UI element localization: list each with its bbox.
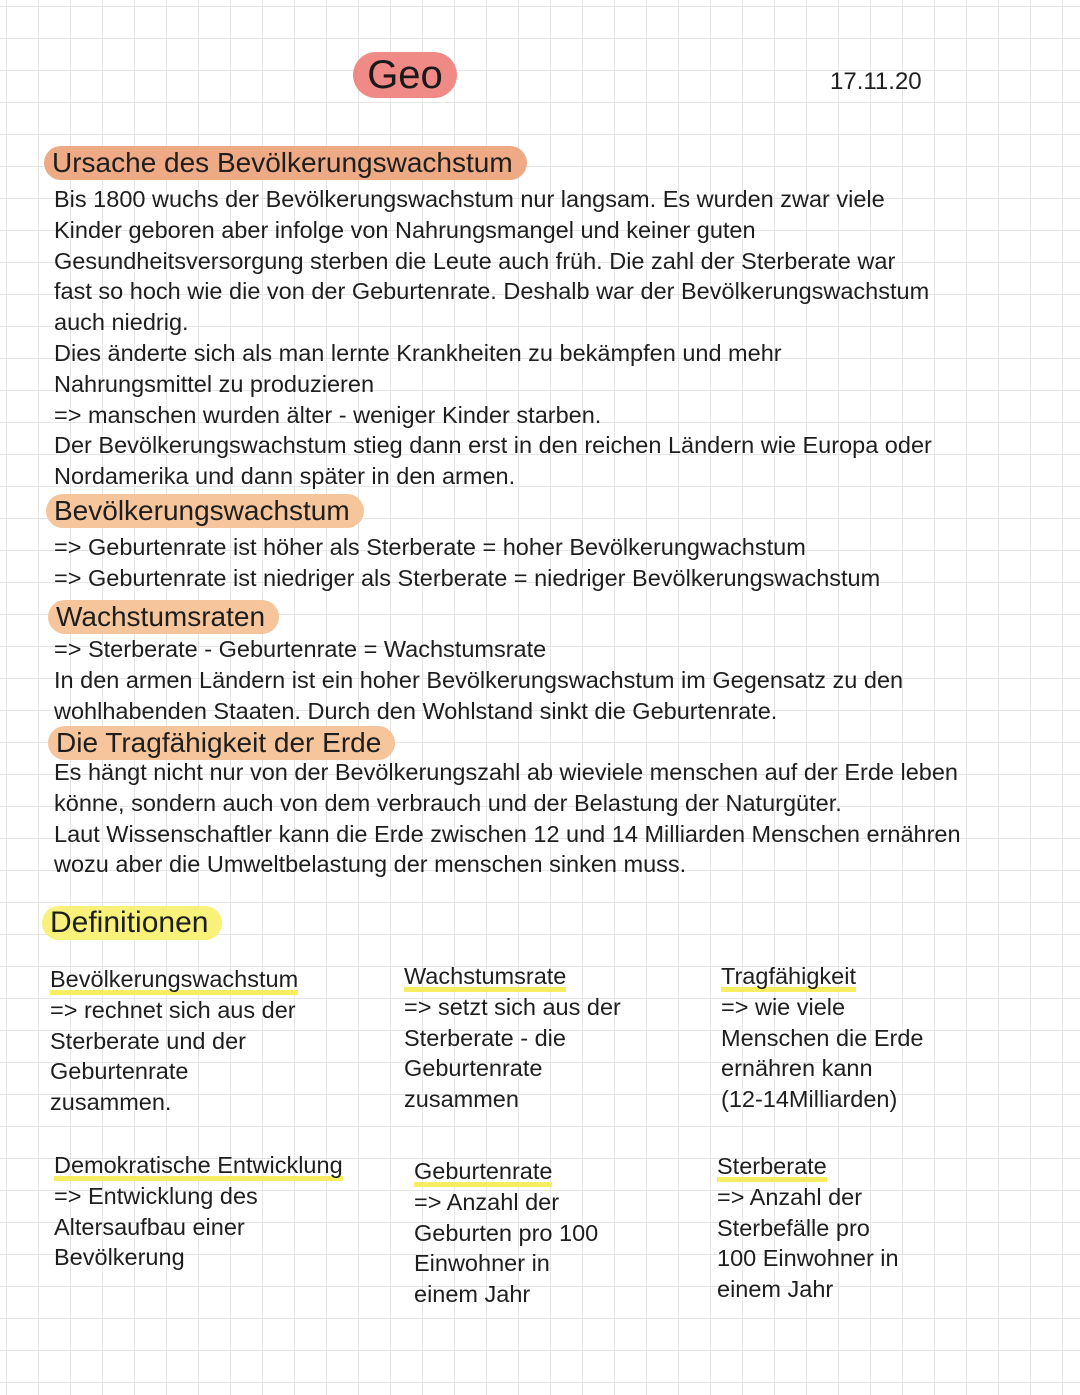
definition-line: Geburten pro 100 bbox=[414, 1219, 599, 1246]
section-bevoelkerungswachstum-text bbox=[54, 532, 1064, 594]
text-line: Nordamerika und dann später in den armen. bbox=[54, 463, 516, 490]
definition-line: Sterberate und der bbox=[50, 1027, 246, 1054]
page-title: Geo bbox=[353, 52, 457, 98]
text-line: => Geburtenrate ist höher als Sterberate = hoher Bevölkerungwachstum bbox=[54, 534, 806, 560]
definition-line: Einwohner in bbox=[414, 1250, 550, 1277]
text-line: auch niedrig. bbox=[54, 309, 189, 336]
definition-wachstumsrate bbox=[404, 961, 734, 1115]
definition-line: einem Jahr bbox=[717, 1276, 834, 1303]
text-line: In den armen Ländern ist ein hoher Bevölkerungswachstum im Gegensatz zu den bbox=[54, 666, 904, 693]
definition-line: => setzt sich aus der bbox=[404, 993, 621, 1020]
definition-bevoelkerungswachstum bbox=[50, 964, 380, 1118]
heading-bevoelkerungswachstum: Bevölkerungswachstum bbox=[46, 494, 364, 528]
definition-line: zusammen. bbox=[50, 1089, 172, 1116]
definition-tragfaehigkeit bbox=[721, 961, 1021, 1115]
text-line: Es hängt nicht nur von der Bevölkerungszahl ab wieviele menschen auf der Erde leben bbox=[54, 759, 958, 785]
definition-demokratische-entwicklung bbox=[54, 1150, 384, 1273]
definition-line: Geburtenrate bbox=[50, 1058, 189, 1085]
definition-term: Sterberate bbox=[717, 1151, 827, 1182]
text-line: wozu aber die Umweltbelastung der menschen sinken muss. bbox=[54, 851, 687, 878]
heading-wachstumsraten: Wachstumsraten bbox=[48, 600, 279, 634]
definition-line: Geburtenrate bbox=[404, 1055, 543, 1082]
text-line: Laut Wissenschaftler kann die Erde zwischen 12 und 14 Milliarden Menschen ernähren bbox=[54, 820, 961, 847]
definition-term: Demokratische Entwicklung bbox=[54, 1150, 343, 1181]
definition-line: einem Jahr bbox=[414, 1281, 531, 1308]
text-line: => Geburtenrate ist niedriger als Sterberate = niedriger Bevölkerungswachstum bbox=[54, 564, 881, 591]
definition-line: Bevölkerung bbox=[54, 1244, 185, 1271]
definition-term: Tragfähigkeit bbox=[721, 961, 856, 992]
text-line: => Sterberate - Geburtenrate = Wachstumsrate bbox=[54, 636, 547, 662]
text-line: Nahrungsmittel zu produzieren bbox=[54, 370, 375, 397]
text-line: wohlhabenden Staaten. Durch den Wohlstand sinkt die Geburtenrate. bbox=[54, 697, 778, 724]
heading-ursache: Ursache des Bevölkerungswachstum bbox=[44, 146, 527, 180]
text-line: fast so hoch wie die von der Geburtenrate. Deshalb war der Bevölkerungswachstum bbox=[54, 278, 930, 305]
definition-line: Menschen die Erde bbox=[721, 1024, 924, 1051]
definition-line: Altersaufbau einer bbox=[54, 1213, 245, 1240]
definition-line: ernähren kann bbox=[721, 1055, 873, 1082]
definition-line: => rechnet sich aus der bbox=[50, 996, 296, 1023]
text-line: Bis 1800 wuchs der Bevölkerungswachstum nur langsam. Es wurden zwar viele bbox=[54, 186, 885, 212]
definition-line: => wie viele bbox=[721, 993, 846, 1020]
date-label: 17.11.20 bbox=[830, 68, 922, 95]
definition-line: zusammen bbox=[404, 1086, 519, 1113]
heading-definitionen: Definitionen bbox=[42, 906, 222, 940]
text-line: => manschen wurden älter - weniger Kinder starben. bbox=[54, 401, 602, 428]
section-ursache-text bbox=[54, 184, 1064, 492]
text-line: Dies änderte sich als man lernte Krankheiten zu bekämpfen und mehr bbox=[54, 339, 782, 366]
definition-line: Sterbefälle pro bbox=[717, 1214, 870, 1241]
definition-line: => Anzahl der bbox=[717, 1183, 863, 1210]
definition-term: Wachstumsrate bbox=[404, 961, 566, 992]
definition-line: (12-14Milliarden) bbox=[721, 1086, 898, 1113]
definition-geburtenrate bbox=[414, 1156, 744, 1310]
definition-sterberate bbox=[717, 1151, 1017, 1305]
section-tragfaehigkeit-text bbox=[54, 757, 1064, 880]
definition-term: Bevölkerungswachstum bbox=[50, 964, 298, 995]
text-line: Der Bevölkerungswachstum stieg dann erst in den reichen Ländern wie Europa oder bbox=[54, 432, 932, 459]
definition-line: => Entwicklung des bbox=[54, 1182, 258, 1209]
text-line: Kinder geboren aber infolge von Nahrungsmangel und keiner guten bbox=[54, 216, 756, 243]
definition-line: Sterberate - die bbox=[404, 1024, 566, 1051]
text-line: könne, sondern auch von dem verbrauch und der Belastung der Naturgüter. bbox=[54, 789, 842, 816]
definition-line: 100 Einwohner in bbox=[717, 1245, 899, 1272]
heading-tragfaehigkeit: Die Tragfähigkeit der Erde bbox=[48, 726, 395, 760]
text-line: Gesundheitsversorgung sterben die Leute auch früh. Die zahl der Sterberate war bbox=[54, 247, 896, 274]
definition-line: => Anzahl der bbox=[414, 1188, 560, 1215]
definition-term: Geburtenrate bbox=[414, 1156, 552, 1187]
section-wachstumsraten-text bbox=[54, 634, 1064, 726]
